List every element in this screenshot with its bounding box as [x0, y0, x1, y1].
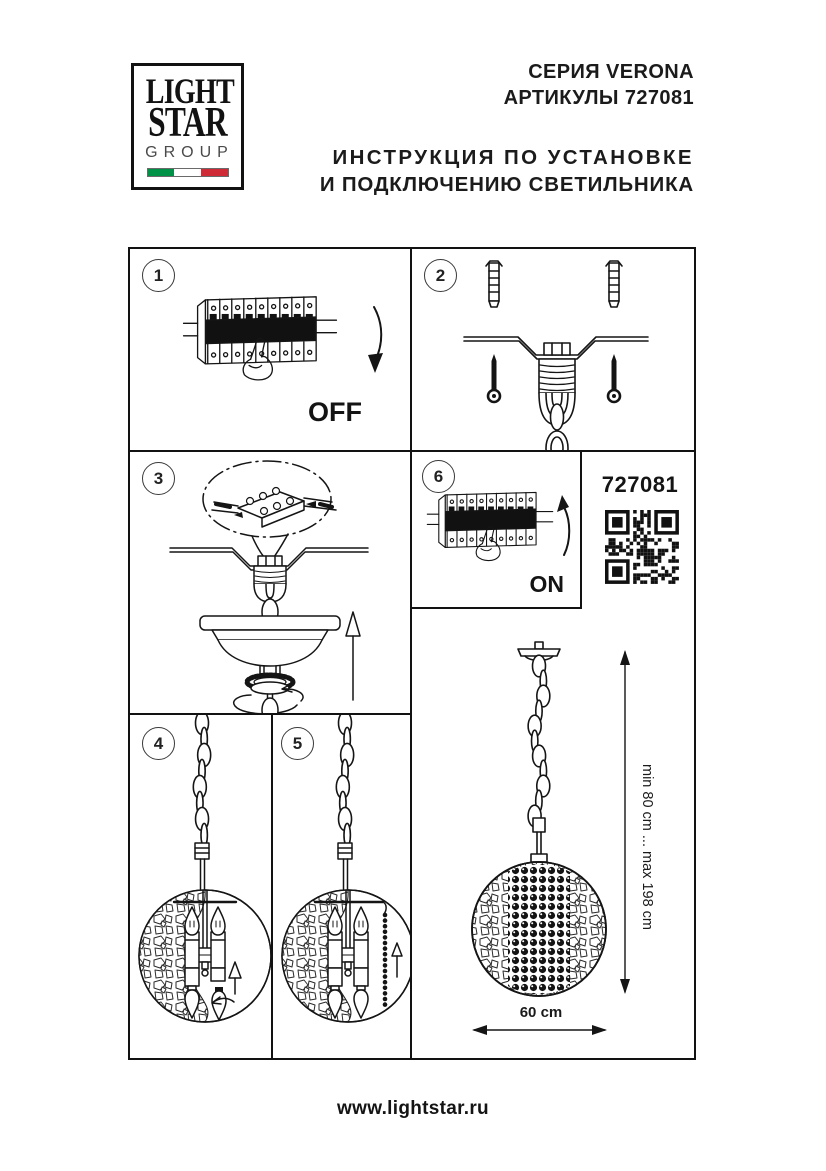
step-1-number: 1 [153, 265, 164, 285]
dimension-height-label: min 80 cm ... max 198 cm [639, 764, 655, 930]
step-2-panel [412, 249, 694, 450]
italian-flag-icon [147, 168, 229, 177]
suspension-chain [336, 715, 353, 847]
step-number-badge [422, 460, 455, 493]
flag-green-stripe [148, 169, 175, 176]
step-number-badge [281, 727, 314, 760]
logo-text-light: LIGHT [145, 71, 234, 111]
candle-socket [211, 907, 225, 968]
instruction-title-line1: ИНСТРУКЦИЯ ПО УСТАНОВКЕ [332, 146, 694, 169]
instruction-grid [128, 247, 696, 1060]
strand-install-illustration [273, 715, 410, 1058]
wiring-illustration [130, 452, 410, 713]
mount-screw-icon [488, 354, 500, 402]
instruction-title-line2: И ПОДКЛЮЧЕНИЮ СВЕТИЛЬНИКА [319, 173, 694, 196]
candle-socket [328, 907, 342, 968]
flag-red-stripe [201, 169, 228, 176]
bulb-install-illustration [130, 715, 271, 1058]
step-5-number: 5 [292, 733, 303, 753]
article-number: 727081 [601, 472, 679, 497]
ceiling-canopy [200, 616, 340, 630]
article-title: АРТИКУЛЫ 727081 [503, 87, 694, 109]
step-1-panel [130, 249, 410, 450]
power-on-label: ON [529, 571, 564, 597]
crystal-strand-band [508, 862, 570, 996]
candle-socket [185, 907, 199, 968]
suspension-chain [193, 715, 210, 847]
step-number-badge [424, 259, 457, 292]
suspension-chain [528, 655, 550, 827]
up-arrow [346, 612, 360, 636]
qr-code [605, 510, 679, 584]
step-number-badge [142, 462, 175, 495]
dimension-width-label: 60 cm [519, 1004, 563, 1021]
lightstar-logo [131, 63, 244, 190]
header-title-block [300, 59, 694, 198]
mount-screw-icon [608, 354, 620, 402]
logo-text-star: STAR [148, 100, 227, 146]
logo-text-group: GROUP [145, 144, 234, 161]
step-5-panel [273, 715, 410, 1058]
series-title: СЕРИЯ VERONA [528, 61, 694, 83]
power-off-label: OFF [308, 397, 362, 427]
step-3-panel [130, 452, 410, 713]
rotate-arrow [282, 684, 303, 701]
wall-anchor-icon [486, 261, 502, 307]
product-overview-panel [412, 452, 694, 1058]
crystal-strand [383, 913, 388, 1007]
flag-white-stripe [174, 169, 201, 176]
candle-socket [354, 907, 368, 968]
step-4-number: 4 [153, 733, 164, 753]
step-number-badge [142, 727, 175, 760]
website-footer: www.lightstar.ru [337, 1098, 489, 1119]
step-4-panel [130, 715, 271, 1058]
step-2-number: 2 [435, 265, 446, 285]
wall-anchor-icon [606, 261, 622, 307]
step-6-panel [410, 450, 582, 609]
step-number-badge [142, 259, 175, 292]
step-6-number: 6 [433, 466, 444, 486]
step-3-number: 3 [153, 468, 164, 488]
